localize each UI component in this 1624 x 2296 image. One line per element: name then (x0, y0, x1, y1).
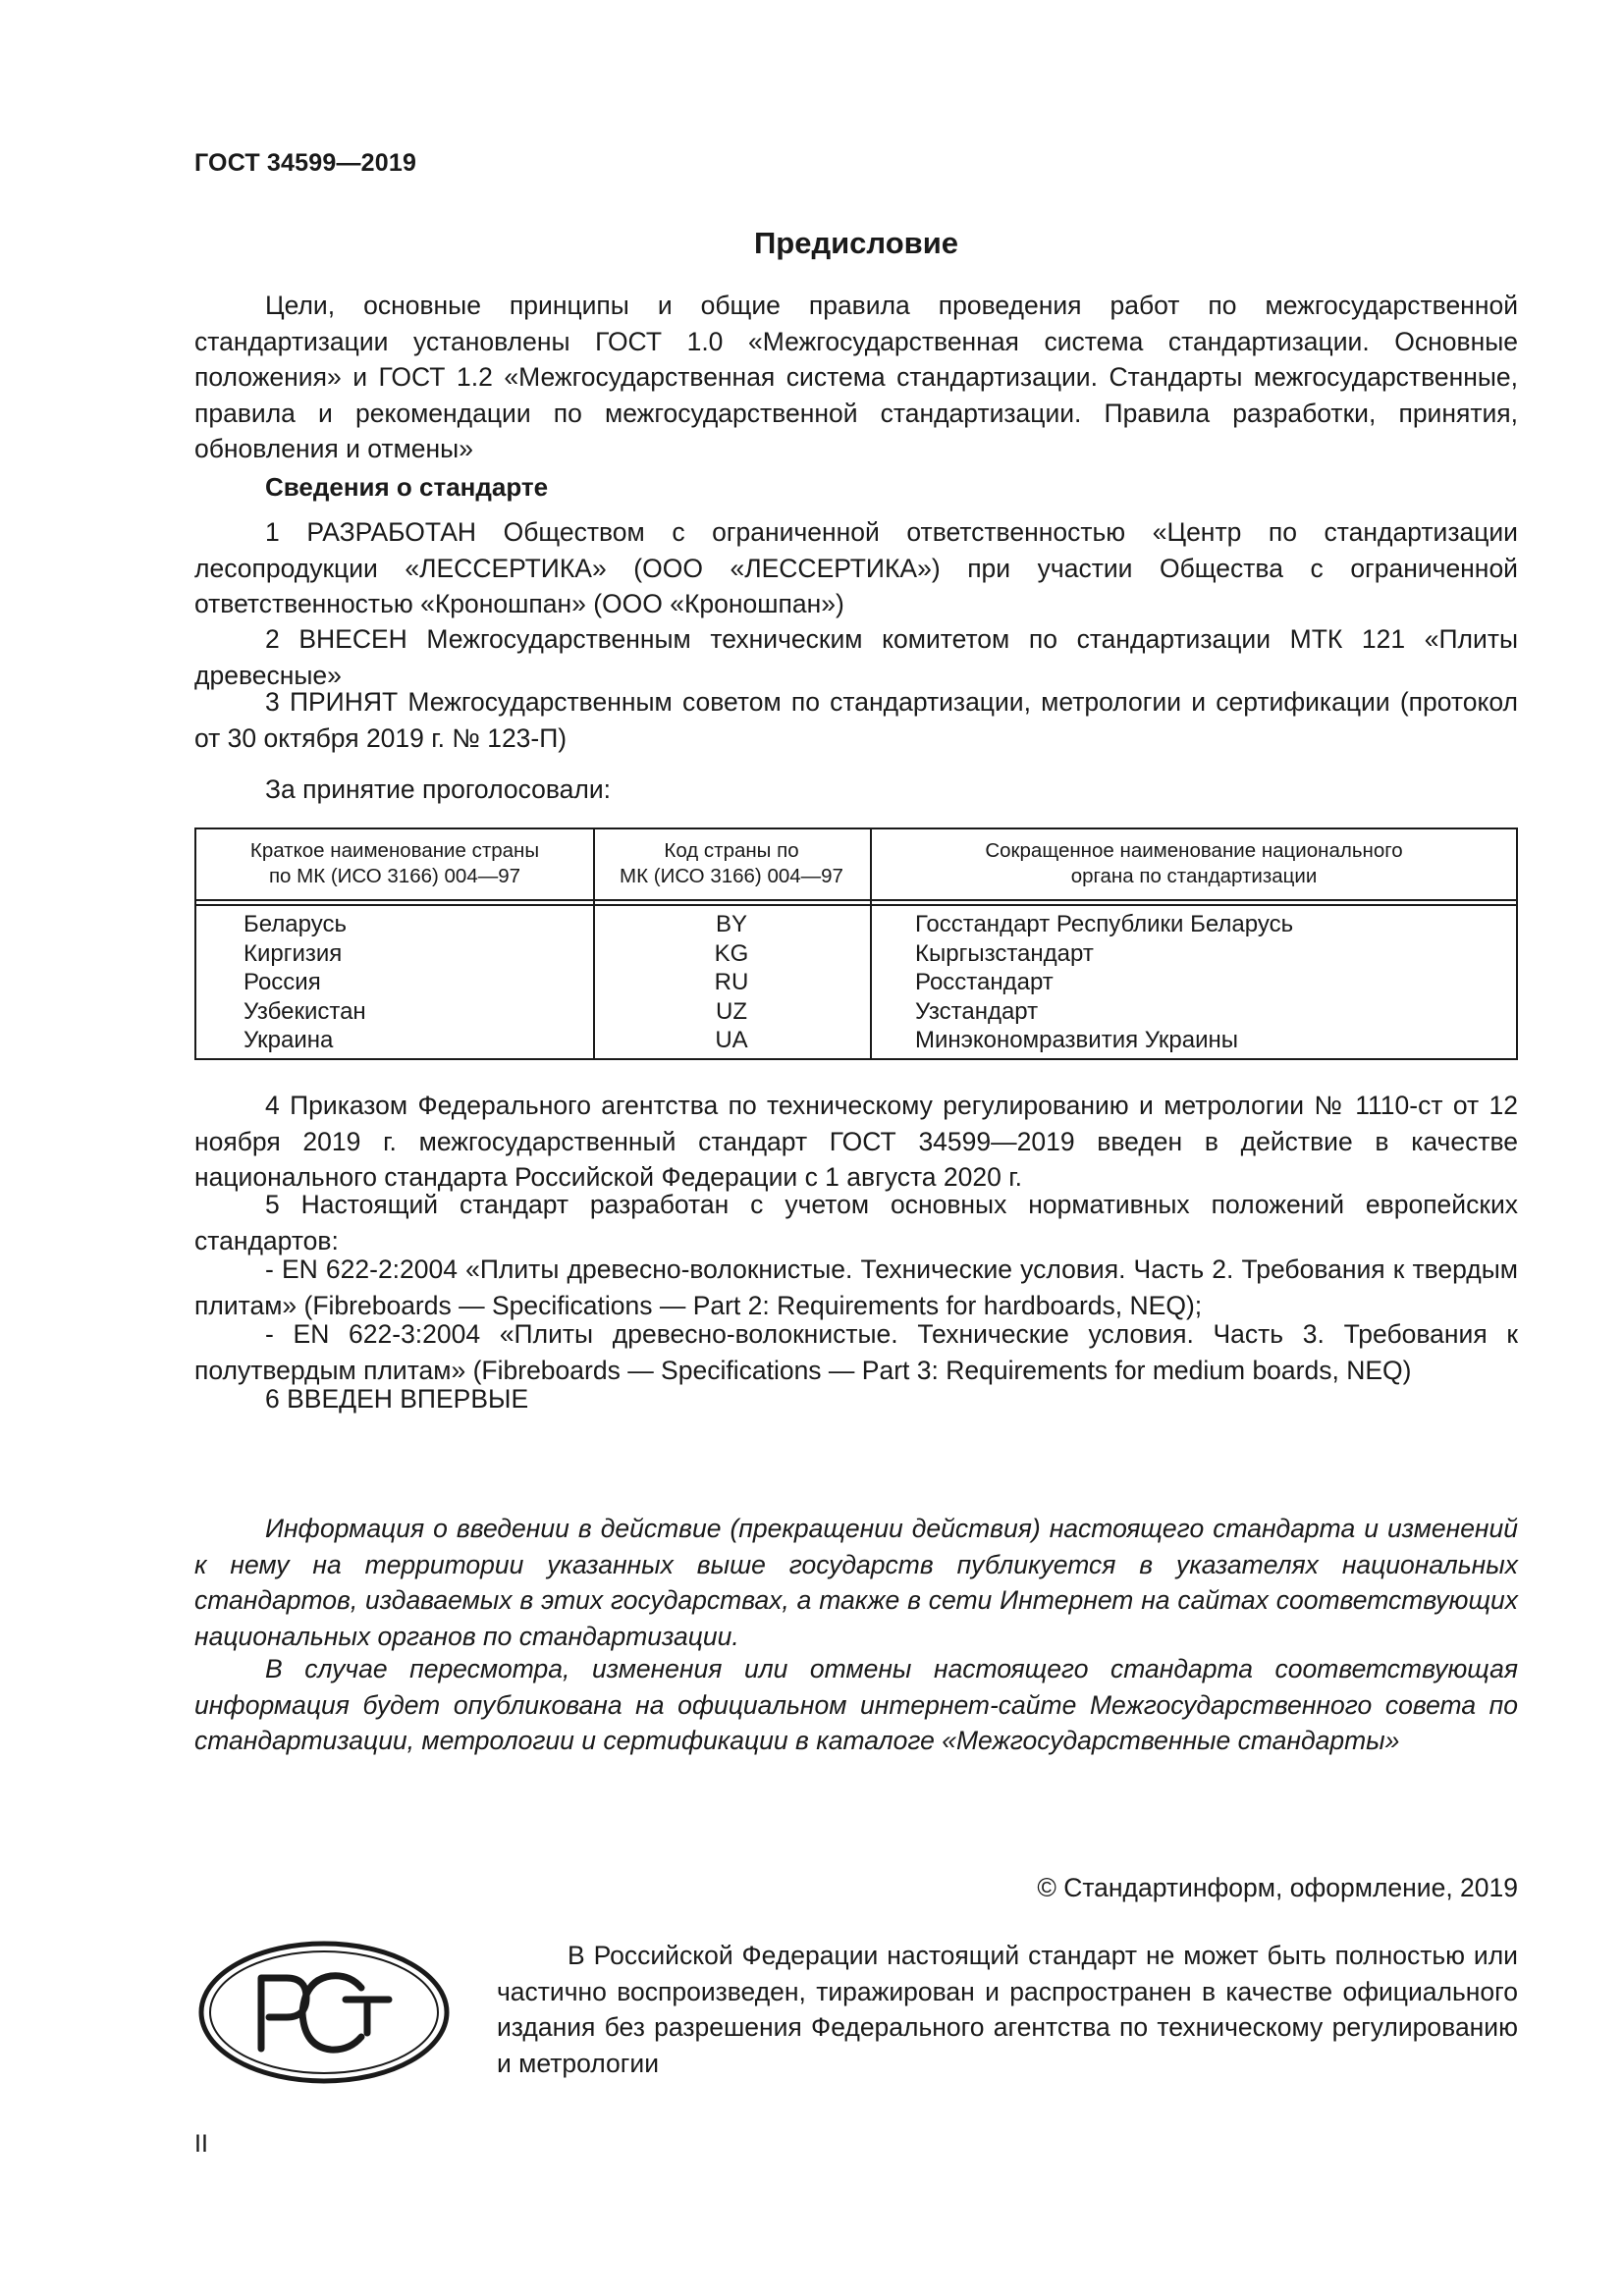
item-3 (194, 684, 1518, 756)
member-states-table (194, 828, 1518, 1060)
item-5b-text: - EN 622-3:2004 «Плиты древесно-волокнистые. Технические условия. Часть 3. Требования к полутвердым плитам» (Fibreboards — Specifications — Part 3: Requirements for medium boards, NEQ) (194, 1319, 1518, 1385)
table-cell-country: Киргизия (244, 939, 343, 967)
intro-paragraph (194, 288, 1518, 467)
copyright: © Стандартинформ, оформление, 2019 (1037, 1873, 1518, 1902)
table-cell-body: Узстандарт (915, 997, 1039, 1025)
italic-note-2-text: В случае пересмотра, изменения или отмены настоящего стандарта соответствующая информация будет опубликована на официальном интернет-сайте Межгосударственного совета по стандартизации, метрологии и сертификации в каталоге «Межгосударственные стандарты» (194, 1654, 1518, 1755)
table-cell-country: Узбекистан (244, 997, 366, 1025)
italic-note-1-text: Информация о введении в действие (прекращении действия) настоящего стандарта и изменений к нему на территории указанных выше государств публикуется в указателях национальных стандартов, издаваемых в этих государствах, а также в сети Интернет на сайтах соответствующих национальных органов по стандартизации. (194, 1514, 1518, 1651)
item-5 (194, 1187, 1518, 1258)
code-column (593, 910, 870, 1055)
table-cell-body: Кыргызстандарт (915, 939, 1094, 967)
item-4-text: 4 Приказом Федерального агентства по техническому регулированию и метрологии № 1110-ст от 12 ноября 2019 г. межгосударственный стандарт ГОСТ 34599—2019 введен в действие в качестве национального стандарта Российской Федерации с 1 августа 2020 г. (194, 1091, 1518, 1192)
item-1 (194, 514, 1518, 622)
table-cell-body: Росстандарт (915, 969, 1054, 995)
item-1-text: 1 РАЗРАБОТАН Обществом с ограниченной ответственностью «Центр по стандартизации лесопродукции «ЛЕССЕРТИКА» (ООО «ЛЕССЕРТИКА») при участии Общества с ограниченной ответственностью «Кроношпан» (ООО «Кроношпан») (194, 517, 1518, 618)
table-cell-body: Госстандарт Республики Беларусь (915, 911, 1294, 937)
notice-text: В Российской Федерации настоящий стандарт не может быть полностью или частично воспроизведен, тиражирован и распространен в качестве официального издания без разрешения Федерального агентства по техническому регулированию и метрологии (497, 1941, 1518, 2078)
info-heading: Сведения о стандарте (265, 472, 549, 502)
header-line: по МК (ИСО 3166) 004—97 (268, 865, 521, 887)
item-5b (194, 1316, 1518, 1388)
italic-note-2 (194, 1651, 1518, 1759)
table-cell-code: UA (715, 1027, 748, 1053)
table-cell-country: Украина (244, 1027, 334, 1053)
rst-certification-logo-icon (196, 1939, 452, 2086)
table-header-body (870, 838, 1518, 889)
intro-text: Цели, основные принципы и общие правила проведения работ по межгосударственной стандартизации установлены ГОСТ 1.0 «Межгосударственная система стандартизации. Основные положения» и ГОСТ 1.2 «Межгосударственная система стандартизации. Стандарты межгосударственные, правила и рекомендации по межгосударственной стандартизации. Правила разработки, принятия, обновления и отмены» (194, 291, 1518, 463)
item-6 (194, 1381, 1518, 1417)
table-cell-code: UZ (716, 997, 747, 1025)
page-number: II (194, 2130, 208, 2158)
header-line: МК (ИСО 3166) 004—97 (620, 865, 843, 887)
item-5a (194, 1252, 1518, 1323)
page-title: Предисловие (753, 226, 958, 260)
italic-note-1 (194, 1511, 1518, 1654)
item-2-text: 2 ВНЕСЕН Межгосударственным техническим комитетом по стандартизации МТК 121 «Плиты древесные» (194, 624, 1518, 690)
country-column (244, 910, 366, 1055)
header-line: Код страны по (664, 839, 799, 862)
header-separator (196, 899, 1516, 901)
copyright-notice (497, 1938, 1518, 2081)
table-cell-country: Беларусь (244, 911, 347, 937)
table-cell-code: RU (714, 969, 749, 995)
header-line: Краткое наименование страны (249, 839, 540, 862)
table-cell-body: Минэкономразвития Украины (915, 1027, 1239, 1053)
body-column (915, 910, 1293, 1055)
table-cell-code: KG (714, 939, 749, 967)
header-line: Сокращенное наименование национального (985, 839, 1403, 862)
header-line: органа по стандартизации (1070, 865, 1318, 887)
table-cell-code: BY (715, 911, 747, 937)
item-4 (194, 1088, 1518, 1196)
item-5a-text: - EN 622-2:2004 «Плиты древесно-волокнистые. Технические условия. Часть 2. Требования к твердым плитам» (Fibreboards — Specifications — Part 2: Requirements for hardboards, NEQ); (194, 1255, 1518, 1320)
table-cell-country: Россия (244, 969, 321, 995)
vote-label: За принятие проголосовали: (265, 774, 612, 804)
item-3-text: 3 ПРИНЯТ Межгосударственным советом по стандартизации, метрологии и сертификации (протокол от 30 октября 2019 г. № 123-П) (194, 687, 1518, 753)
header-code: ГОСТ 34599—2019 (194, 149, 417, 177)
header-separator (196, 904, 1516, 906)
table-header-code (593, 838, 870, 889)
item-5-text: 5 Настоящий стандарт разработан с учетом основных нормативных положений европейских стандартов: (194, 1190, 1518, 1255)
table-header-country (196, 838, 593, 889)
item-6-text: 6 ВВЕДЕН ВПЕРВЫЕ (265, 1384, 529, 1414)
item-2 (194, 621, 1518, 693)
